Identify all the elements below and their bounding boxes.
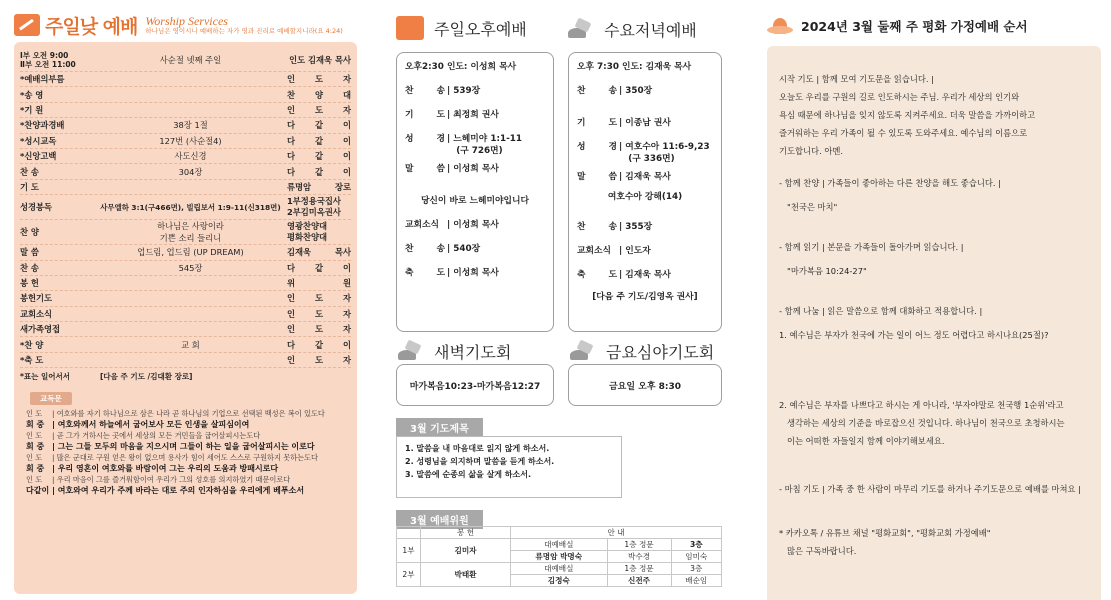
worship-item-label: 봉헌기도 [20,293,53,304]
dawn-title: 새벽기도회 [434,343,512,362]
worship-item-label: 봉 헌 [20,278,39,289]
prayer-item: 3. 말씀에 순종의 삶을 살게 하소서. [405,470,532,479]
sunday-worship-header [14,10,357,40]
prayer-topics-badge: 3월 기도제목 [396,418,483,437]
worship-item-leader: 찬 양 대 [287,89,351,100]
worship-item-label: 기 도 [20,181,39,192]
worship-item-label: *찬양과경배 [20,120,65,131]
standing-note: *표는 일어서서 [다음 주 기도 /김대환 장로] [20,371,193,381]
prayer-item: 2. 성령님을 의지하며 말씀을 듣게 하소서. [405,457,555,466]
prayer-item: 1. 말씀을 내 마음대로 읽지 않게 하소서. [405,444,550,453]
family-worship-header [767,10,1101,42]
worship-item-leader: 인 도 자 [287,74,351,85]
prayer-topics [396,436,622,498]
worship-item-label: 성경봉독 [20,202,53,213]
afternoon-title: 주일오후예배 [434,19,527,39]
worship-item-label: 찬 송 [20,166,39,177]
friday-box: 금요일 오후 8:30 [568,364,722,406]
worship-row [20,291,351,306]
book-icon [568,20,594,40]
worship-item-label: *송 영 [20,89,44,100]
dawn-box: 마가복음10:23-마가복음12:27 [396,364,554,406]
sunday-worship-section [14,10,357,594]
worship-item-label: *예배의부름 [20,74,65,85]
worship-item-label: *기 원 [20,104,44,115]
book-icon [398,342,424,362]
book-icon [570,342,596,362]
worship-item-leader: 류명암 장로 [287,181,351,192]
worship-row [20,180,351,195]
table-row: 2부 박태환 대예배실 1층 정문 3층 [397,563,722,575]
worship-item-content: 업드림, 업드림 (UP DREAM) [137,247,244,258]
worship-row [20,307,351,322]
wednesday-next-prayer: [다음 주 기도/김영옥 권사] [592,292,698,302]
worship-item-content: 교 회 [181,339,200,350]
worship-item-leader: 인 도 자 [287,308,351,319]
worship-item-label: *신앙고백 [20,151,57,162]
worship-leader: 인도 김재욱 목사 [289,54,351,65]
worship-row [20,245,351,260]
worship-row [20,134,351,149]
afternoon-sermon-title: 당신이 바로 느헤미야입니다 [420,196,530,206]
worship-item-leader: 다 같 이 [287,120,351,131]
responsive-line: 인 도 | 곧 그가 거하시는 곳에서 세상의 모든 거민들을 굽어살피시는도다 [26,431,261,441]
responsive-line: 다같이 | 여호와여 우리가 주께 바라는 대로 주의 인자하심을 우리에게 베푸소서 [26,486,305,496]
responsive-line: 회 중 | 우리 영혼이 여호와를 바람이여 그는 우리의 도움과 방패시로다 [26,464,279,474]
worship-row [20,118,351,133]
worship-item-content: 127번 (사순절4) [159,135,222,146]
responsive-line: 인 도 | 많은 군대로 구원 얻은 왕이 없으며 용사가 힘이 세어도 스스로 구원하지 못하는도다 [26,453,318,463]
responsive-line: 회 중 | 여호와께서 하늘에서 굽어보사 모든 인생을 살피심이여 [26,420,250,430]
section-verse: 하나님은 영이시니 예배하는 자가 영과 진리로 예배할지니라(요 4:24) [145,27,343,35]
worship-item-content: 304장 [178,166,203,177]
worship-row [20,87,351,102]
family-worship-section [767,10,1101,594]
worship-item-label: 새가족영접 [20,324,61,335]
table-row: 류명암 박명숙 박수경 임미숙 [397,551,722,563]
worship-item-leader: 1부정용국집사 2부김미옥권사 [287,196,341,218]
worship-item-label: 말 씀 [20,247,39,258]
wednesday-order: 오후 7:30 인도: 김재욱 목사 찬 송 | 350장 기 도 | 이종남 권사 성 경 | 여호수아 11:6-9,23 (구 336면) 말 씀 | 김재욱 목사 여호수아 강해(14) 찬 송 | 355장 교회소식 | 인도자 축 도 | 김재욱 목사 [다음 주 기도/김영옥 권사] [568,52,722,332]
lotus-icon [767,16,793,36]
responsive-line: 인 도 | 우리 마음이 그를 즐거워함이여 우리가 그의 성호를 의지하였기 때문이로다 [26,475,291,485]
duty-table [396,526,722,587]
responsive-line: 인 도 | 여호와를 자기 하나님으로 삼은 나라 곧 하나님의 기업으로 선택된 백성은 복이 있도다 [26,409,325,419]
table-row: 봉 헌 안 내 [397,527,722,539]
other-services-section [392,10,732,594]
service-time-2: Ⅱ부 오전 11:00 [20,59,76,69]
family-worship-order: 시작 기도 | 함께 모여 기도문을 읽습니다. | 오늘도 우리를 구원의 길로 인도하시는 주님. 우리가 세상의 인기와 욕심 때문에 하나님을 잊지 않도록 지켜주세요. 더욱 말씀을 가까이하고 즐거워하는 우리 가족이 될 수 있도록 도와주세요. 예수님의 이름으로 기도합니다. 아멘. - 함께 찬양 | 가족들이 좋아하는 다른 찬양을 해도 좋습니다. | "천국은 마치" - 함께 읽기 | 본문을 가족들이 돌아가며 읽습니다. | "마가복음 10:24-27" - 함께 나눔 | 읽은 말씀으로 함께 대화하고 적용합니다. | 1. 예수님은 부자가 천국에 가는 일이 어느 정도 어렵다고 하시나요(25절)? 2. 예수님은 부자를 나쁘다고 하시는 게 아니라, '부자야말로 천국행 1순위'라고 생각하는 세상의 기준을 바로잡으신 것입니다. 하나님이 천국으로 초청하시는 이는 어떠한 자들일지 함께 이야기해보세요. - 마침 기도 | 가족 중 한 사람이 마무리 기도를 하거나 주기도문으로 예배를 마쳐요 | * 카카오톡 / 유튜브 채널 "평화교회", "평화교회 가정예배" 많은 구독바랍니다. [767,46,1101,600]
worship-item-leader: 다 같 이 [287,339,351,350]
afternoon-header [396,16,527,40]
afternoon-order: 오후2:30 인도: 이성희 목사 찬 송 | 539장 기 도 | 최정희 권사 성 경 | 느헤미야 1:1-11 (구 726면) 말 씀 | 이성희 목사 당신이 바로 느헤미야입니다 교회소식 | 이성희 목사 찬 송 | 540장 축 도 | 이성희 목사 [396,52,554,332]
wednesday-header [568,18,697,41]
order-of-worship [14,42,357,594]
pen-icon [14,14,40,36]
lent-sunday: 사순절 넷째 주일 [159,54,222,65]
worship-row [20,322,351,337]
worship-item-label: 찬 송 [20,262,39,273]
worship-item-content: 사무엘하 3:1(구466면), 빌립보서 1:9-11(신318면) [100,202,281,212]
worship-row [20,261,351,276]
worship-item-leader: 인 도 자 [287,293,351,304]
worship-item-label: *찬 양 [20,339,44,350]
worship-row [20,220,351,245]
afternoon-time: 오후2:30 인도: 이성희 목사 [405,62,517,72]
worship-row [20,48,351,72]
worship-row [20,72,351,87]
section-title: 주일낮 예배 [45,15,138,38]
dawn-header [398,340,511,363]
table-row: 1부 김미자 대예배실 1층 정문 3층 [397,539,722,551]
duty-badge: 3월 예배위원 [396,510,483,529]
worship-row [20,149,351,164]
worship-item-label: 찬 양 [20,227,39,238]
worship-item-leader: 영광찬양대 평화찬양대 [287,221,328,243]
service-time-1: Ⅰ부 오전 9:00 [20,50,69,60]
worship-item-content: 38장 1절 [173,120,208,131]
pen-icon [396,16,424,40]
worship-item-leader: 인 도 자 [287,324,351,335]
worship-item-leader: 위 원 [287,278,351,289]
worship-item-leader: 다 같 이 [287,166,351,177]
worship-item-leader: 다 같 이 [287,262,351,273]
responsive-reading [20,408,351,496]
responsive-reading-badge: 교독문 [30,392,72,405]
worship-row [20,353,351,368]
friday-header [570,340,714,363]
worship-item-leader: 다 같 이 [287,135,351,146]
worship-item-leader: 다 같 이 [287,151,351,162]
worship-item-label: *성시교독 [20,135,57,146]
worship-row [20,164,351,179]
worship-item-leader: 인 도 자 [287,104,351,115]
next-week-prayer: [다음 주 기도 /김대환 장로] [100,371,193,381]
worship-item-leader: 김재욱 목사 [287,247,351,258]
section-subtitle: Worship Services [145,14,228,28]
wednesday-time: 오후 7:30 인도: 김재욱 목사 [577,62,692,72]
worship-item-label: 교회소식 [20,308,53,319]
family-worship-title: 2024년 3월 둘째 주 평화 가정예배 순서 [801,19,1028,34]
wednesday-sermon-title: 여호수아 강해(14) [607,192,683,202]
worship-item-content: 사도신경 [174,151,207,162]
worship-row [20,103,351,118]
worship-row [20,276,351,291]
worship-item-content: 하나님은 사랑이라 기쁜 소리 들리니 [157,221,224,244]
friday-title: 금요심야기도회 [606,343,715,362]
responsive-line: 회 중 | 그는 그들 모두의 마음을 지으시며 그들이 하는 일을 굽어살피시는 이로다 [26,442,315,452]
worship-item-leader: 인 도 자 [287,355,351,366]
worship-item-content: 545장 [178,262,203,273]
table-row: 김정숙 신전주 배순임 [397,575,722,587]
wednesday-title: 수요저녁예배 [604,21,697,40]
worship-item-label: *축 도 [20,355,44,366]
worship-row [20,195,351,220]
worship-row [20,337,351,352]
